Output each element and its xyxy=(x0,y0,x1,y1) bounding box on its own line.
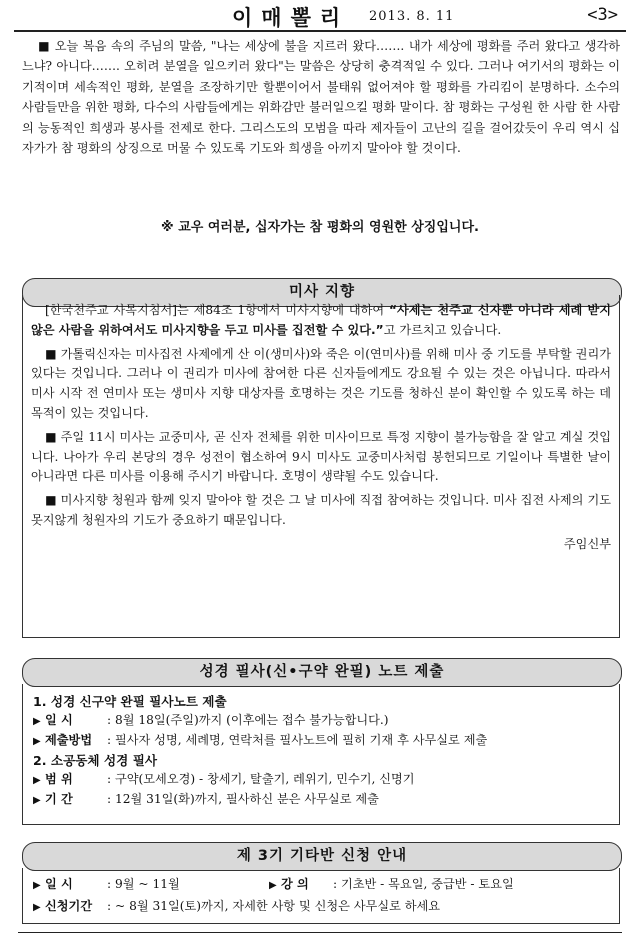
triangle-right-icon: ▶ xyxy=(33,902,41,913)
guitar-apply-row xyxy=(33,896,609,918)
mass-section-box xyxy=(22,295,620,638)
bible-s2-range-label: 범 위 xyxy=(45,772,73,786)
mass-paragraph-2: ■ 가톨릭신자는 미사집전 사제에게 산 이(생미사)와 죽은 이(연미사)를 위해 미사 중 기도를 부탁할 권리가 있다는 것입니다. 그러나 이 권리가 미사에 참여한 다른 신자들에게도 강요될 수 있는 것은 아닙니다. 따라서 미사 시작 전 연미사 또는 생미사 지향 대상자를 호명하는 것은 기도를 청하신 분이 확인할 수 있도록 하는 데 목적이 있는 것입니다. xyxy=(31,346,611,420)
guitar-schedule-row xyxy=(33,874,609,896)
bible-s1-date-label: 일 시 xyxy=(45,713,73,727)
mass-paragraph-1 xyxy=(31,301,611,341)
bulletin-title: 이매뽈리 xyxy=(232,6,350,30)
bible-section-1-heading: 1. 성경 신구약 완필 필사노트 제출 xyxy=(33,694,227,709)
pastor-signature: 주임신부 xyxy=(563,536,611,551)
bible-s2-period-row xyxy=(33,790,609,810)
intro-callout: ※ 교우 여러분, 십자가는 참 평화의 영원한 상징입니다. xyxy=(161,220,479,235)
bible-section-box xyxy=(22,684,620,825)
bible-s1-method-value: : 필사자 성명, 세례명, 연락처를 필사노트에 필히 기재 후 사무실로 제출 xyxy=(107,733,488,747)
guitar-apply-label: 신청기간 xyxy=(45,899,93,913)
mass-section-title: 미사 지향 xyxy=(22,278,622,307)
bible-section-title: 성경 필사(신•구약 완필) 노트 제출 xyxy=(22,658,622,687)
intro-paragraph: ■ 오늘 복음 속의 주님의 말씀, "나는 세상에 불을 지르러 왔다……. 내가 세상에 평화를 주러 왔다고 생각하느냐? 아니다……. 오히려 분열을 일으키러 왔다"는 말씀은 상당히 충격적일 수 있다. 그러나 여기서의 평화는 이기적이며 세속적인 평화, 분열을 조장하기만 할뿐이어서 불태워 없어져야 할 평화를 가리킴이 분명하다. 소수의 사람들만을 위한 평화, 다수의 사람들에게는 위화감만 불러일으킬 평화 말이다. 참 평화는 구성원 한 사람 한 사람의 능동적인 희생과 봉사를 전제로 한다. 그리스도의 모범을 따라 제자들이 고난의 길을 걸어갔듯이 우리 역시 십자가가 참 평화의 상징으로 머물 수 있도록 기도와 희생을 아끼지 말아야 할 것이다. xyxy=(22,39,620,156)
triangle-right-icon: ▶ xyxy=(33,795,41,806)
triangle-right-icon: ▶ xyxy=(33,775,41,786)
bible-s2-range-row xyxy=(33,770,609,790)
guitar-date-label: 일 시 xyxy=(45,877,73,891)
guitar-course-label: 강 의 xyxy=(281,877,309,891)
mass-p1-pre: [한국천주교 사목지침서]는 제84조 1항에서 미사지향에 대하여 xyxy=(45,303,389,317)
guitar-apply-value: : ~ 8월 31일(토)까지, 자세한 사항 및 신청은 사무실로 하세요 xyxy=(107,899,441,913)
triangle-right-icon: ▶ xyxy=(33,736,41,747)
mass-p1-quote: “사제는 천주교 신자뿐 아니라 세례 받지 않은 사람을 위하여서도 미사지향을 두고 미사를 집전할 수 있다.” xyxy=(31,303,611,337)
page-header xyxy=(14,2,626,32)
bottom-rule xyxy=(18,932,622,933)
bible-s1-method-row xyxy=(33,731,609,751)
bible-s2-period-value: : 12월 31일(화)까지, 필사하신 분은 사무실로 제출 xyxy=(107,792,379,806)
bible-section-2-heading: 2. 소공동체 성경 필사 xyxy=(33,753,158,768)
mass-paragraph-3: ■ 주일 11시 미사는 교중미사, 곧 신자 전체를 위한 미사이므로 특정 지향이 불가능함을 잘 알고 계실 것입니다. 나아가 우리 본당의 경우 성전이 협소하여 9시 미사도 교중미사처럼 봉헌되므로 기일이나 특별한 날이 아니라면 다른 미사를 이용해 주시기 바랍니다. 호명이 생략될 수도 있습니다. xyxy=(31,429,611,484)
bible-s1-method-label: 제출방법 xyxy=(45,733,93,747)
bible-s1-date-value: : 8월 18일(주일)까지 (이후에는 접수 불가능합니다.) xyxy=(107,713,389,727)
guitar-section-box xyxy=(22,868,620,924)
guitar-date-value: : 9월 ~ 11월 xyxy=(107,877,180,891)
bible-s2-period-label: 기 간 xyxy=(45,792,73,806)
guitar-course-value: : 기초반 - 목요일, 중급반 - 토요일 xyxy=(333,877,514,891)
guitar-course-group xyxy=(269,874,514,896)
triangle-right-icon: ▶ xyxy=(33,880,41,891)
guitar-section-title: 제 3기 기타반 신청 안내 xyxy=(22,842,622,871)
bible-s1-date-row xyxy=(33,711,609,731)
bulletin-date: 2013. 8. 11 xyxy=(369,9,455,24)
page-number: <3> xyxy=(587,5,618,25)
triangle-right-icon: ▶ xyxy=(33,716,41,727)
mass-p1-post: 고 가르치고 있습니다. xyxy=(383,322,502,337)
triangle-right-icon: ▶ xyxy=(269,880,277,891)
bible-s2-range-value: : 구약(모세오경) - 창세기, 탈출기, 레위기, 민수기, 신명기 xyxy=(107,772,415,786)
mass-paragraph-4: ■ 미사지향 청원과 함께 잊지 말아야 할 것은 그 날 미사에 직접 참여하는 것입니다. 미사 집전 사제의 기도 못지않게 청원자의 기도가 중요하기 때문입니다. xyxy=(31,493,611,527)
